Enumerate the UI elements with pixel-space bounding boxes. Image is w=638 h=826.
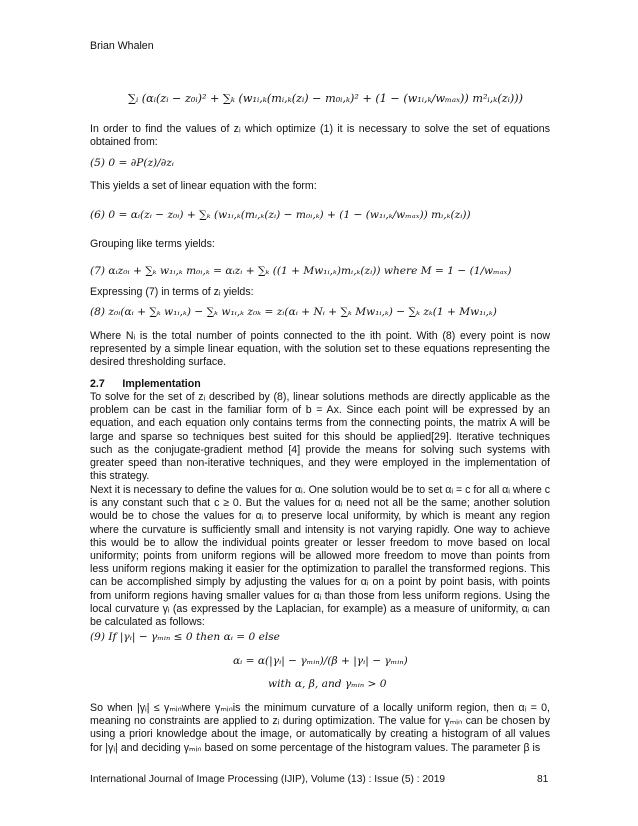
equation-9-constraints: with α, β, and γₘᵢₙ > 0	[268, 678, 387, 690]
equation-9-formula: αᵢ = α(|γᵢ| − γₘᵢₙ)/(β + |γᵢ| − γₘᵢₙ)	[233, 655, 408, 667]
section-heading-implementation: 2.7 Implementation	[90, 378, 201, 390]
running-header-author: Brian Whalen	[90, 40, 154, 52]
equation-7	[90, 265, 511, 277]
equation-5	[90, 157, 174, 169]
equation-6	[90, 209, 471, 221]
paragraph-alpha-values: Next it is necessary to define the values for αᵢ. One solution would be to set αᵢ = c for all αᵢ where c is any constant such that c ≥ 0. But the values for αᵢ need not all be the same; another solution would be to chose the values for αᵢ to preserve local uniformity, by which is meant any region where the curvature is sufficiently small and intensity is not varying rapidly. One way to achieve this would be to allow the individual points greater or lesser freedom to move based on local uniformity; points from uniform regions will be allowed more freedom to move than points from less uniform regions making it easier for the optimization to parallel the transformed regions. This can be accomplished simply by adjusting the values for αᵢ on a point by point basis, with points from uniform regions having smaller values for αᵢ than those from less uniform regions. Using the local curvature γᵢ (as expressed by the Laplacian, for example) as a measure of uniformity, αᵢ can be calculated as follows:	[90, 484, 550, 629]
paragraph-intro: In order to find the values of zᵢ which optimize (1) it is necessary to solve the set of equations obtained from:	[90, 123, 550, 149]
equation-9-condition-expression: (9) If |γᵢ| − γₘᵢₙ ≤ 0 then αᵢ = 0 else	[90, 631, 280, 643]
paragraph-grouping: Grouping like terms yields:	[90, 238, 215, 250]
equation-5-expression: (5) 0 = ∂P(z)/∂zᵢ	[90, 157, 174, 169]
equation-6-expression: (6) 0 = αᵢ(zᵢ − z₀ᵢ) + ∑ₖ (w₁ᵢ,ₖ(mᵢ,ₖ(zᵢ) − m₀ᵢ,ₖ) + (1 − (w₁ᵢ,ₖ/wₘₐₓ)) mᵢ,ₖ(zᵢ))	[90, 209, 471, 221]
paragraph-implementation: To solve for the set of zᵢ described by (8), linear solutions methods are directly applicable as the problem can be cast in the familiar form of b = Ax. Since each point will be expressed by an equation, and each equation only contains terms from the connecting points, the matrix A will be large and sparse so techniques best suited for this should be applied[29]. Iterative techniques such as the conjugate-gradient method [4] provide the means for solving such systems with greater speed than non-iterative techniques, and they were employed in the implementation of this strategy.	[90, 391, 550, 483]
paragraph-expressing: Expressing (7) in terms of zᵢ yields:	[90, 286, 254, 298]
paragraph-where-n: Where Nᵢ is the total number of points connected to the ith point. With (8) every point is now represented by a simple linear equation, with the solution set to these equations representing the desired thresholding surface.	[90, 330, 550, 369]
equation-9-condition	[90, 631, 280, 643]
footer-page-number: 81	[537, 774, 549, 785]
paragraph-linear-form: This yields a set of linear equation with the form:	[90, 180, 317, 192]
equation-8-expression: (8) z₀ᵢ(αᵢ + ∑ₖ w₁ᵢ,ₖ) − ∑ₖ w₁ᵢ,ₖ z₀ₖ = zᵢ(αᵢ + Nᵢ + ∑ₖ Mw₁ᵢ,ₖ) − ∑ₖ zₖ(1 + Mw₁ᵢ,ₖ)	[90, 306, 497, 318]
footer-journal-citation: International Journal of Image Processing (IJIP), Volume (13) : Issue (5) : 2019	[90, 774, 446, 785]
paragraph-gamma-min: So when |γᵢ| ≤ γₘᵢₙwhere γₘᵢₙis the minimum curvature of a locally uniform region, then αᵢ = 0, meaning no constraints are applied to zᵢ during optimization. The value for γₘᵢₙ can be chosen by using a priori knowledge about the image, or automatically by creating a histogram of all values for |γᵢ| and deciding γₘᵢₙ based on some percentage of the histogram values. The parameter β is	[90, 702, 550, 754]
equation-7-expression: (7) αᵢz₀ᵢ + ∑ₖ w₁ᵢ,ₖ m₀ᵢ,ₖ = αᵢzᵢ + ∑ₖ ((1 + Mw₁ᵢ,ₖ)mᵢ,ₖ(zᵢ)) where M = 1 − (1/wₘₐₓ)	[90, 265, 512, 277]
equation-8	[90, 306, 497, 318]
equation-objective: ∑ᵢ (αᵢ(zᵢ − z₀ᵢ)² + ∑ₖ (w₁ᵢ,ₖ(mᵢ,ₖ(zᵢ) − m₀ᵢ,ₖ)² + (1 − (w₁ᵢ,ₖ/wₘₐₓ)) m²ᵢ,ₖ(zᵢ)))	[128, 92, 523, 105]
